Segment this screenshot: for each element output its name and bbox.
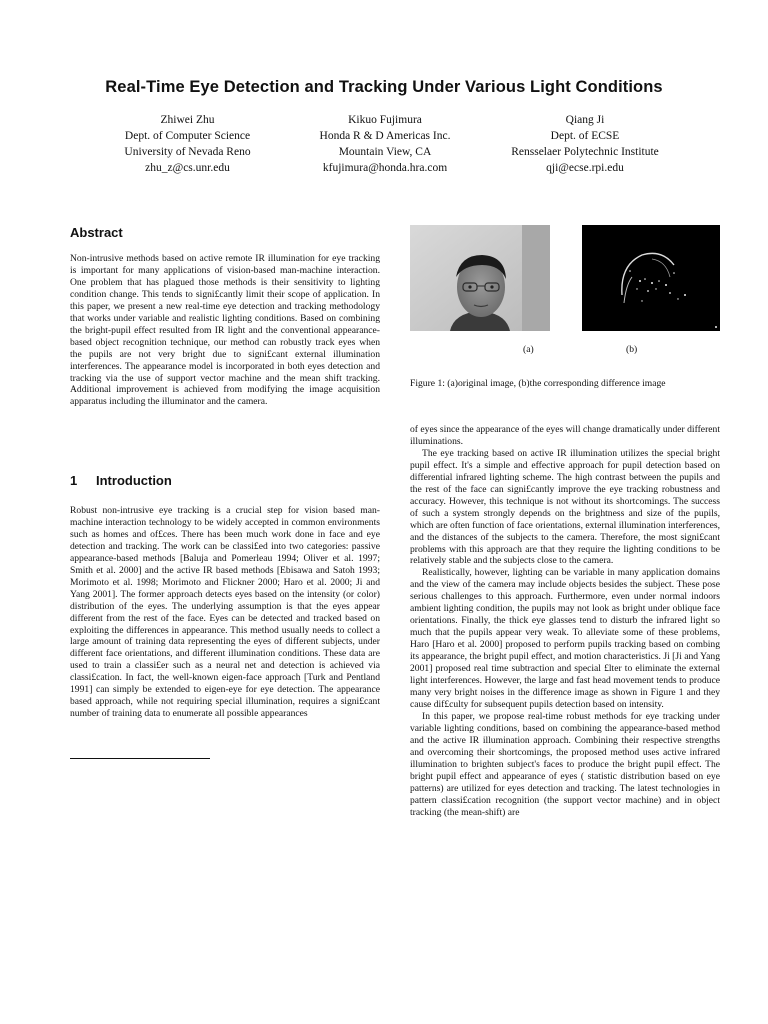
paragraph: of eyes since the appearance of the eyes will change dramatically under different illuminations. — [410, 424, 720, 447]
author-email: qji@ecse.rpi.edu — [546, 162, 624, 174]
author-org: Mountain View, CA — [338, 146, 432, 158]
author-dept: Dept. of ECSE — [550, 130, 620, 142]
paragraph: The eye tracking based on active IR illumination utilizes the special bright pupil effect. It's a simple and effective approach for pupil detection based on differential infrared lighting scheme. The high contrast between the pupils and the rest of the face can signi£cantly improve the eye tracking robustness and accuracy. However, this technique is not without its shortcomings. The success of such a system strongly depends on the brightness and size of the pupils, which are often function of face orientations, external illumination interferences, and the distances of the subjects to the camera. Therefore, the most signi£cant problems with this approach are that they require the lighting conditions to be relatively stable and the subjects close to the camera. — [410, 447, 720, 567]
section-number: 1 — [70, 473, 78, 488]
author-org: Rensselaer Polytechnic Institute — [511, 146, 659, 158]
right-column-body — [410, 424, 720, 818]
abstract-heading: Abstract — [70, 225, 123, 240]
author-email: zhu_z@cs.unr.edu — [145, 162, 230, 174]
author-name: Zhiwei Zhu — [160, 114, 215, 126]
author-email: kfujimura@honda.hra.com — [322, 162, 448, 174]
section-title: Introduction — [96, 473, 172, 488]
author-block-3 — [480, 112, 690, 176]
difference-image — [582, 225, 720, 331]
author-dept: Dept. of Computer Science — [124, 130, 251, 142]
section-heading-introduction — [70, 473, 172, 488]
author-dept: Honda R & D Americas Inc. — [319, 130, 451, 142]
figure-label-a: (a) — [523, 344, 534, 355]
paragraph: In this paper, we propose real-time robust methods for eye tracking under variable lighting conditions, based on combining the appearance-based method and the active IR illumination approach. Combining their respective strengths and overcoming their shortcomings, the proposed method uses active infrared illumination to brighten subject's faces to produce the bright pupil effect. The bright pupil effect and appearance of eyes ( statistic distribution based on eye patterns) are utilized for eyes detection and tracking. The latest technologies in pattern classi£cation recognition (the support vector machine) and in object tracking (the mean-shift) are — [410, 710, 720, 818]
figure-caption: Figure 1: (a)original image, (b)the corresponding difference image — [410, 378, 666, 389]
face-photo — [410, 225, 550, 331]
author-org: University of Nevada Reno — [124, 146, 251, 158]
paper-title: Real-Time Eye Detection and Tracking Under Various Light Conditions — [105, 78, 663, 96]
introduction-text: Robust non-intrusive eye tracking is a crucial step for vision based man-machine interaction technology to be widely accepted in common environments such as homes and of£ces. There has been much work done in face and eye detection and tracking. The work can be classi£ed into two categories: passive appearance-based methods [Baluja and Pomerleau 1994; Oliver et al. 1997; Smith et al. 2000] and the active IR based methods [Ebisawa and Satoh 1993; Morimoto et al. 1998; Morimoto and Flickner 2000; Haro et al. 2000; Ji and Yang 2001]. The former approach detects eyes based on the intensity (or color) distribution of the eyes. The underlying assumption is that the eyes appear different from the rest of the face. Eyes can be detected and tracked based on exploiting the differences in appearance. This method usually needs to collect a large amount of training data representing the eyes of different subjects, under different face orientations, and different illumination conditions. These data are used to train a classi£er such as a neural net and detection is achieved via classi£cation. In fact, the well-known eigen-face approach [Turk and Pentland 1991] can simply be extended to eigen-eye for eye detection. The appearance based approach, while not requiring special illumination, requires a signi£cant number of training data to enumerate all possible appearances — [70, 505, 380, 720]
abstract-body — [70, 253, 380, 408]
figure-1a-original-image — [410, 225, 550, 331]
author-name: Qiang Ji — [565, 114, 605, 126]
abstract-text: Non-intrusive methods based on active remote IR illumination for eye tracking is important for many applications of vision-based man-machine interaction. One problem that has plagued those methods is their sensitivity to lighting condition change. This tends to signi£cantly limit their scope of application. In this paper, we present a new real-time eye detection and tracking methodology that works under variable and realistic lighting conditions. Based on combining the bright-pupil effect resulted from IR light and the conventional appearance-based object recognition technique, our method can robustly track eyes when the pupils are not very bright due to signi£cant external illumination interferences. The appearance model is incorporated in both eyes detection and tracking via the use of support vector machine and the mean shift tracking. Additional improvement is achieved from modifying the image acquisition apparatus including the illuminator and the camera. — [70, 253, 380, 408]
introduction-body — [70, 505, 380, 720]
author-block-2 — [300, 112, 470, 176]
paragraph: Realistically, however, lighting can be variable in many application domains and the view of the camera may include objects besides the subject. These pose serious challenges to this approach. Furthermore, even under normal indoors ambient lighting condition, the pupils may not look as bright under oblique face orientations. Finally, the thick eye glasses tend to disturb the infrared light so much that the pupils appear very weak. To alleviate some of these problems, Haro [Haro et al. 2000] proposed to perform pupils tracking based on combing its appearance, the bright pupil effect, and motion characteristics. Ji [Ji and Yang 2001] proposed real time subtraction and special £lter to eliminate the external light interferences. However, the large and fast head movement tends to produce many very bright noises in the difference image as shown in Figure 1 and they cause dif£culty for subsequent pupils detection based on intensity. — [410, 567, 720, 710]
footnote-rule — [70, 758, 210, 759]
figure-label-b: (b) — [626, 344, 638, 355]
figure-1b-difference-image — [582, 225, 720, 331]
author-name: Kikuo Fujimura — [348, 114, 422, 126]
author-block-1 — [105, 112, 270, 176]
